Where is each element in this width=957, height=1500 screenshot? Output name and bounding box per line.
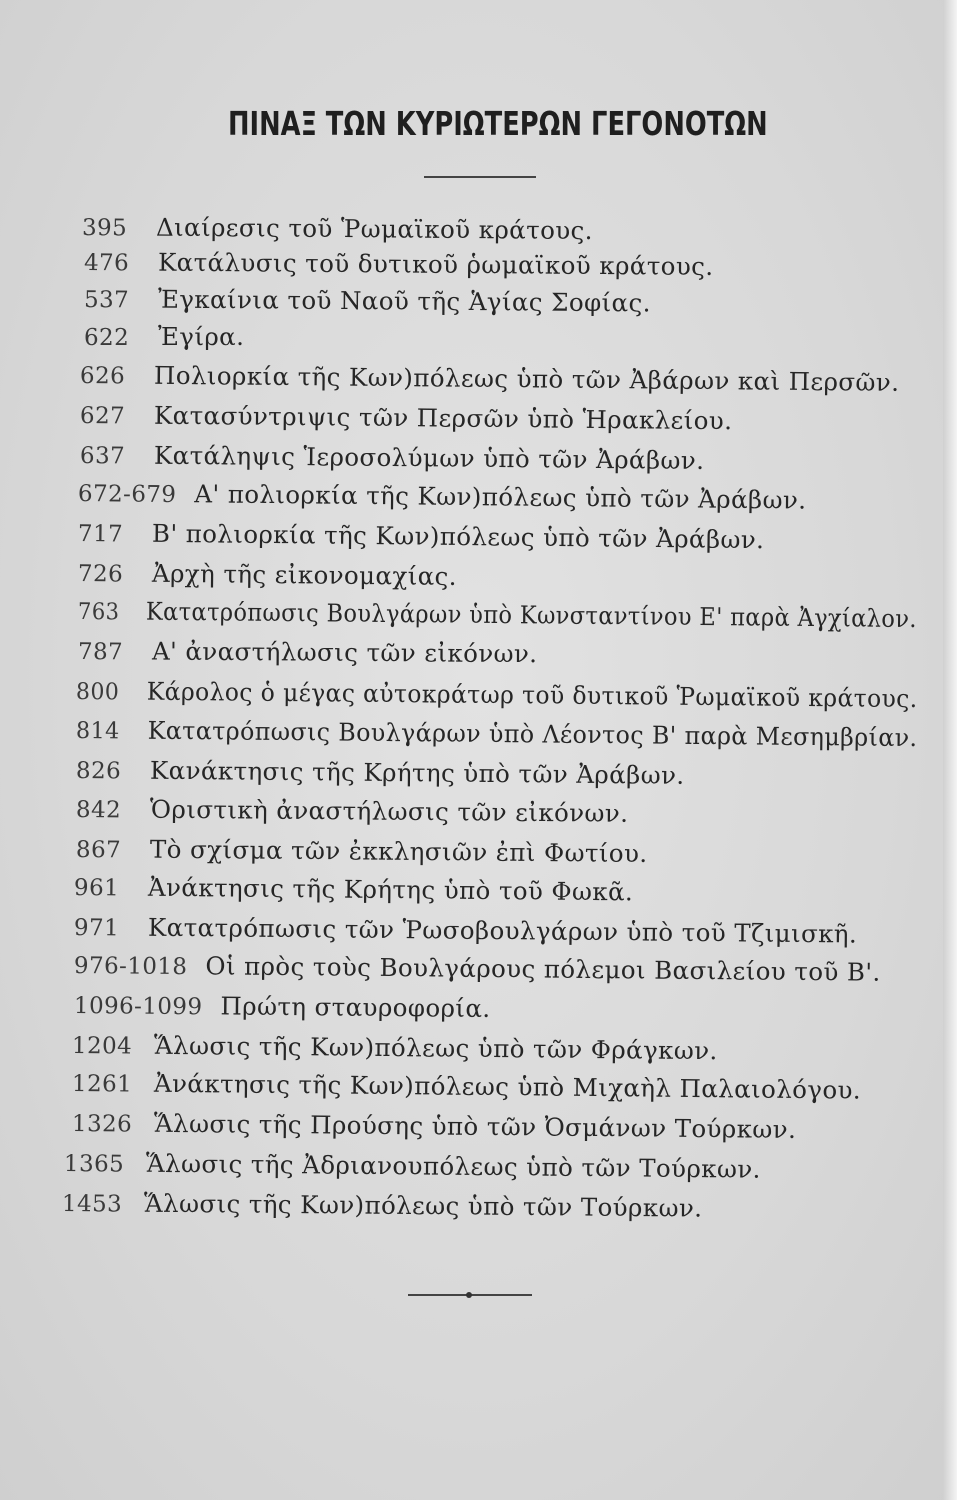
event-description: Κατατρόπωσις Βουλγάρων ὑπὸ Λέοντος Β' παρὰ Μεσημβρίαν. [147,715,918,753]
event-row [64,1148,761,1186]
event-year: 763 [77,599,120,626]
event-year: 971 [73,915,120,942]
event-row [76,834,648,870]
event-year: 787 [77,639,124,666]
event-year: 842 [75,797,122,824]
event-year: 826 [75,758,122,785]
event-row [72,1030,718,1067]
event-year: 672-679 [77,481,177,509]
event-row [76,715,918,754]
event-description: Τὸ σχίσμα τῶν ἐκκλησιῶν ἐπὶ Φωτίου. [149,834,648,868]
event-year: 976-1018 [73,953,188,981]
event-row [76,794,629,830]
end-ornament [408,1294,532,1296]
event-description: Κατασύντριψις τῶν Περσῶν ὑπὸ Ἡρακλείου. [153,400,733,436]
event-year: 814 [75,718,120,745]
event-year: 1261 [71,1071,133,1098]
event-year: 537 [83,287,130,314]
event-description: Α' ἀναστήλωσις τῶν εἰκόνων. [151,636,538,669]
event-row [80,400,733,437]
event-description: Α' πολιορκία τῆς Κων)πόλεως ὑπὸ τῶν Ἀράβων. [194,479,807,515]
event-row [76,755,685,792]
event-year: 1453 [61,1191,123,1218]
event-year: 622 [84,325,130,351]
event-description: Πρώτη σταυροφορία. [220,991,491,1023]
event-row [74,950,881,989]
event-description: Ἐγίρα. [158,322,245,351]
page-title: ΠΙΝΑΞ ΤΩΝ ΚΥΡΙΩΤΕΡΩΝ ΓΕΓΟΝΟΤΩΝ [228,104,768,143]
ornament-dot [466,1292,472,1298]
event-year: 626 [79,363,126,390]
event-description: Κάρολος ὁ μέγας αὐτοκράτωρ τοῦ δυτικοῦ Ῥωμαϊκοῦ κράτους. [146,676,918,714]
event-row [80,440,705,477]
event-description: Ὁριστικὴ ἀναστήλωσις τῶν εἰκόνων. [149,794,629,828]
event-description: Κατάλυσις τοῦ δυτικοῦ ῥωμαϊκοῦ κράτους. [157,247,714,281]
event-row [78,518,765,556]
event-year: 1204 [71,1033,133,1060]
event-row [72,1068,861,1107]
event-description: Οἱ πρὸς τοὺς Βουλγάρους πόλεμοι Βασιλείου τοῦ Β'. [205,951,881,987]
event-year: 627 [79,403,126,430]
event-year: 1365 [63,1151,125,1178]
event-year: 717 [77,521,124,548]
event-description: Ἅλωσις τῆς Κων)πόλεως ὑπὸ τῶν Φράγκων. [153,1030,718,1066]
event-description: Ἅλωσις τῆς Κων)πόλεως ὑπὸ τῶν Τούρκων. [143,1188,703,1223]
event-year: 637 [79,443,126,470]
event-description: Κατάληψις Ἱεροσολύμων ὑπὸ τῶν Ἀράβων. [153,440,705,475]
event-row [82,212,593,247]
event-description: Κανάκτησις τῆς Κρήτης ὑπὸ τῶν Ἀράβων. [149,755,685,790]
event-row [74,990,491,1025]
event-row [62,1188,703,1225]
event-year: 961 [73,875,120,902]
event-row [84,322,244,353]
event-description: Ἀρχὴ τῆς εἰκονομαχίας. [151,558,458,591]
event-row [80,360,900,399]
event-row [76,676,918,715]
event-row [84,284,651,319]
event-description: Κατατρόπωσις Βουλγάρων ὑπὸ Κωνσταντίνου Ε' παρὰ Ἀγχίαλον. [145,596,917,634]
event-row [78,478,807,517]
event-description: Κατατρόπωσις τῶν Ῥωσοβουλγάρων ὑπὸ τοῦ Τζιμισκῆ. [147,912,858,949]
event-row [74,912,857,951]
event-year: 1326 [71,1111,133,1138]
event-row [84,247,714,283]
event-description: Ἀνάκτησις τῆς Κρήτης ὑπὸ τοῦ Φωκᾶ. [147,872,634,907]
event-year: 476 [83,250,130,277]
event-description: Ἀνάκτησις τῆς Κων)πόλεως ὑπὸ Μιχαὴλ Παλαιολόγου. [153,1068,862,1105]
event-description: Ἅλωσις τῆς Ἀδριανουπόλεως ὑπὸ τῶν Τούρκων. [145,1148,761,1184]
event-row [74,872,633,908]
event-description: Πολιορκία τῆς Κων)πόλεως ὑπὸ τῶν Ἀβάρων καὶ Περσῶν. [153,360,900,397]
event-year: 726 [77,561,124,588]
event-row [78,636,538,670]
event-year: 395 [81,215,128,242]
event-description: Ἐγκαίνια τοῦ Ναοῦ τῆς Ἁγίας Σοφίας. [157,284,651,318]
event-year: 800 [75,679,120,706]
event-description: Διαίρεσις τοῦ Ῥωμαϊκοῦ κράτους. [155,212,594,246]
event-description: Β' πολιορκία τῆς Κων)πόλεως ὑπὸ τῶν Ἀράβων. [151,518,765,555]
event-year: 1096-1099 [73,993,203,1021]
event-description: Ἅλωσις τῆς Προύσης ὑπὸ τῶν Ὀσμάνων Τούρκων. [153,1108,797,1144]
event-row [72,1108,797,1146]
event-row [78,596,917,635]
event-year: 867 [75,837,122,864]
event-row [78,558,457,593]
